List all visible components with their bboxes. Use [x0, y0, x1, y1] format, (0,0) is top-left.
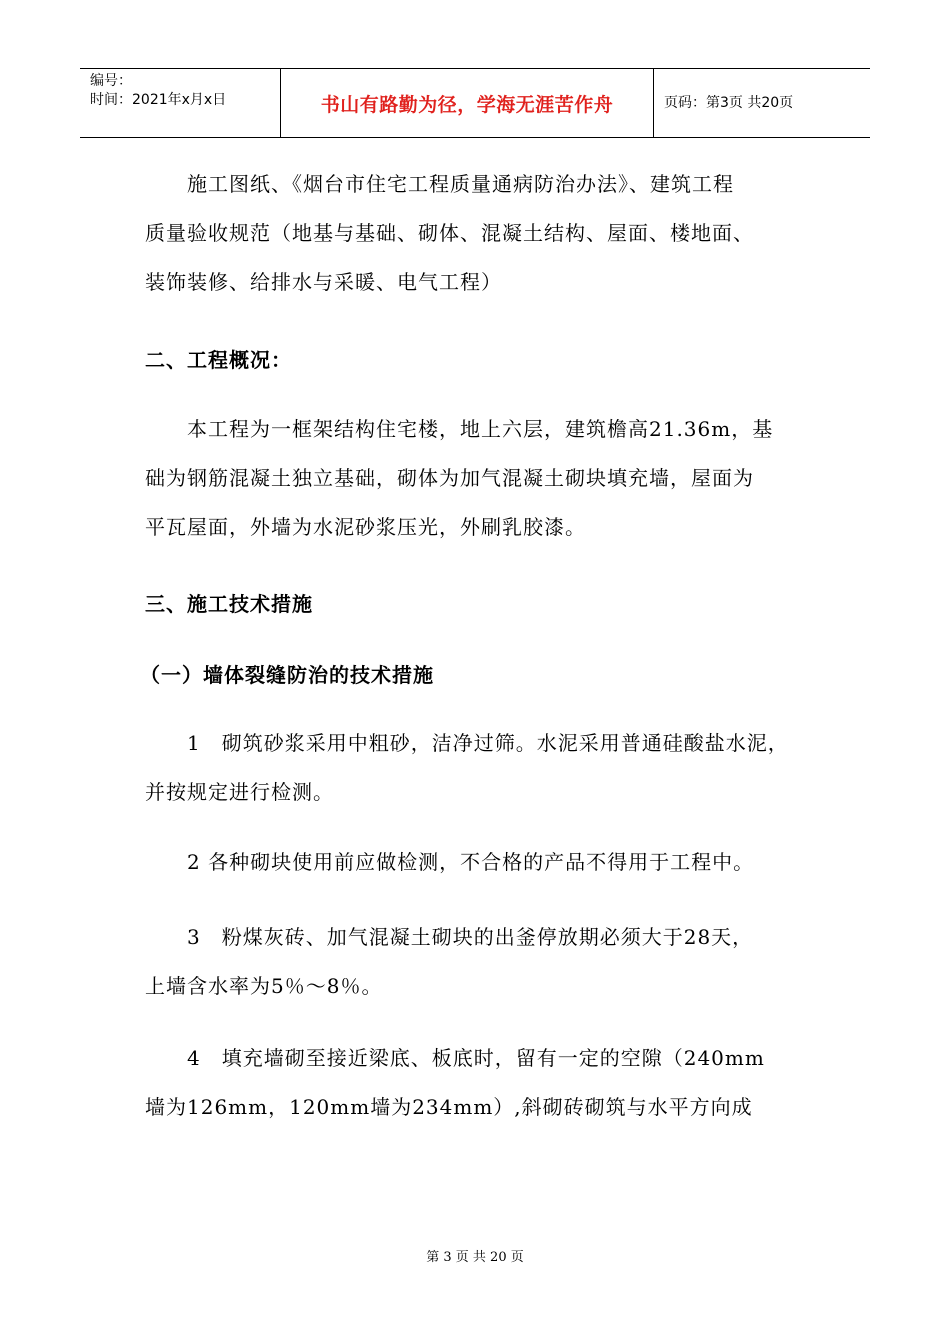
text-line: 4 填充墙砌至接近梁底、板底时，留有一定的空隙（240mm [187, 1046, 765, 1070]
section3-title: 三、施工技术措施 [145, 592, 313, 616]
text-line: 平瓦屋面，外墙为水泥砂浆压光，外刷乳胶漆。 [145, 515, 586, 539]
sub1-title: （一）墙体裂缝防治的技术措施 [140, 663, 434, 687]
text-line: 本工程为一框架结构住宅楼，地上六层，建筑檐高21.36m，基 [187, 417, 774, 441]
text-line: 2 各种砌块使用前应做检测，不合格的产品不得用于工程中。 [187, 850, 755, 874]
text-line: 墙为126mm，120mm墙为234mm）,斜砌砖砌筑与水平方向成 [145, 1095, 753, 1119]
text-line: 上墙含水率为5％～8％。 [145, 974, 383, 998]
header-motto-cell [281, 69, 654, 137]
text-line: 础为钢筋混凝土独立基础，砌体为加气混凝土砌块填充墙，屋面为 [145, 466, 754, 490]
text-line: 质量验收规范（地基与基础、砌体、混凝土结构、屋面、楼地面、 [145, 221, 754, 245]
text-line: 3 粉煤灰砖、加气混凝土砌块的出釜停放期必须大于28天， [187, 925, 754, 949]
item2-paragraph [145, 838, 754, 887]
time-label: 时间：2021年x月x日 [90, 92, 227, 108]
item4-paragraph [145, 1034, 765, 1132]
item1-paragraph [145, 719, 789, 817]
basis-paragraph [145, 160, 754, 307]
text-line: 1 砌筑砂浆采用中粗砂，洁净过筛。水泥采用普通硅酸盐水泥， [187, 731, 789, 755]
text-line: 装饰装修、给排水与采暖、电气工程） [145, 270, 502, 294]
overview-paragraph [145, 405, 773, 552]
header-meta-cell [80, 69, 281, 137]
motto: 书山有路勤为径，学海无涯苦作舟 [320, 93, 614, 116]
page-info: 页码：第3页 共20页 [664, 94, 794, 111]
header-table [80, 68, 870, 138]
item3-paragraph [145, 913, 753, 1011]
header-page-cell [654, 69, 870, 137]
text-line: 施工图纸、《烟台市住宅工程质量通病防治办法》、建筑工程 [187, 172, 734, 196]
page-footer: 第 3 页 共 20 页 [426, 1250, 524, 1265]
text-line: 并按规定进行检测。 [145, 780, 334, 804]
section2-title: 二、工程概况： [145, 348, 292, 372]
number-label: 编号： [90, 73, 132, 89]
